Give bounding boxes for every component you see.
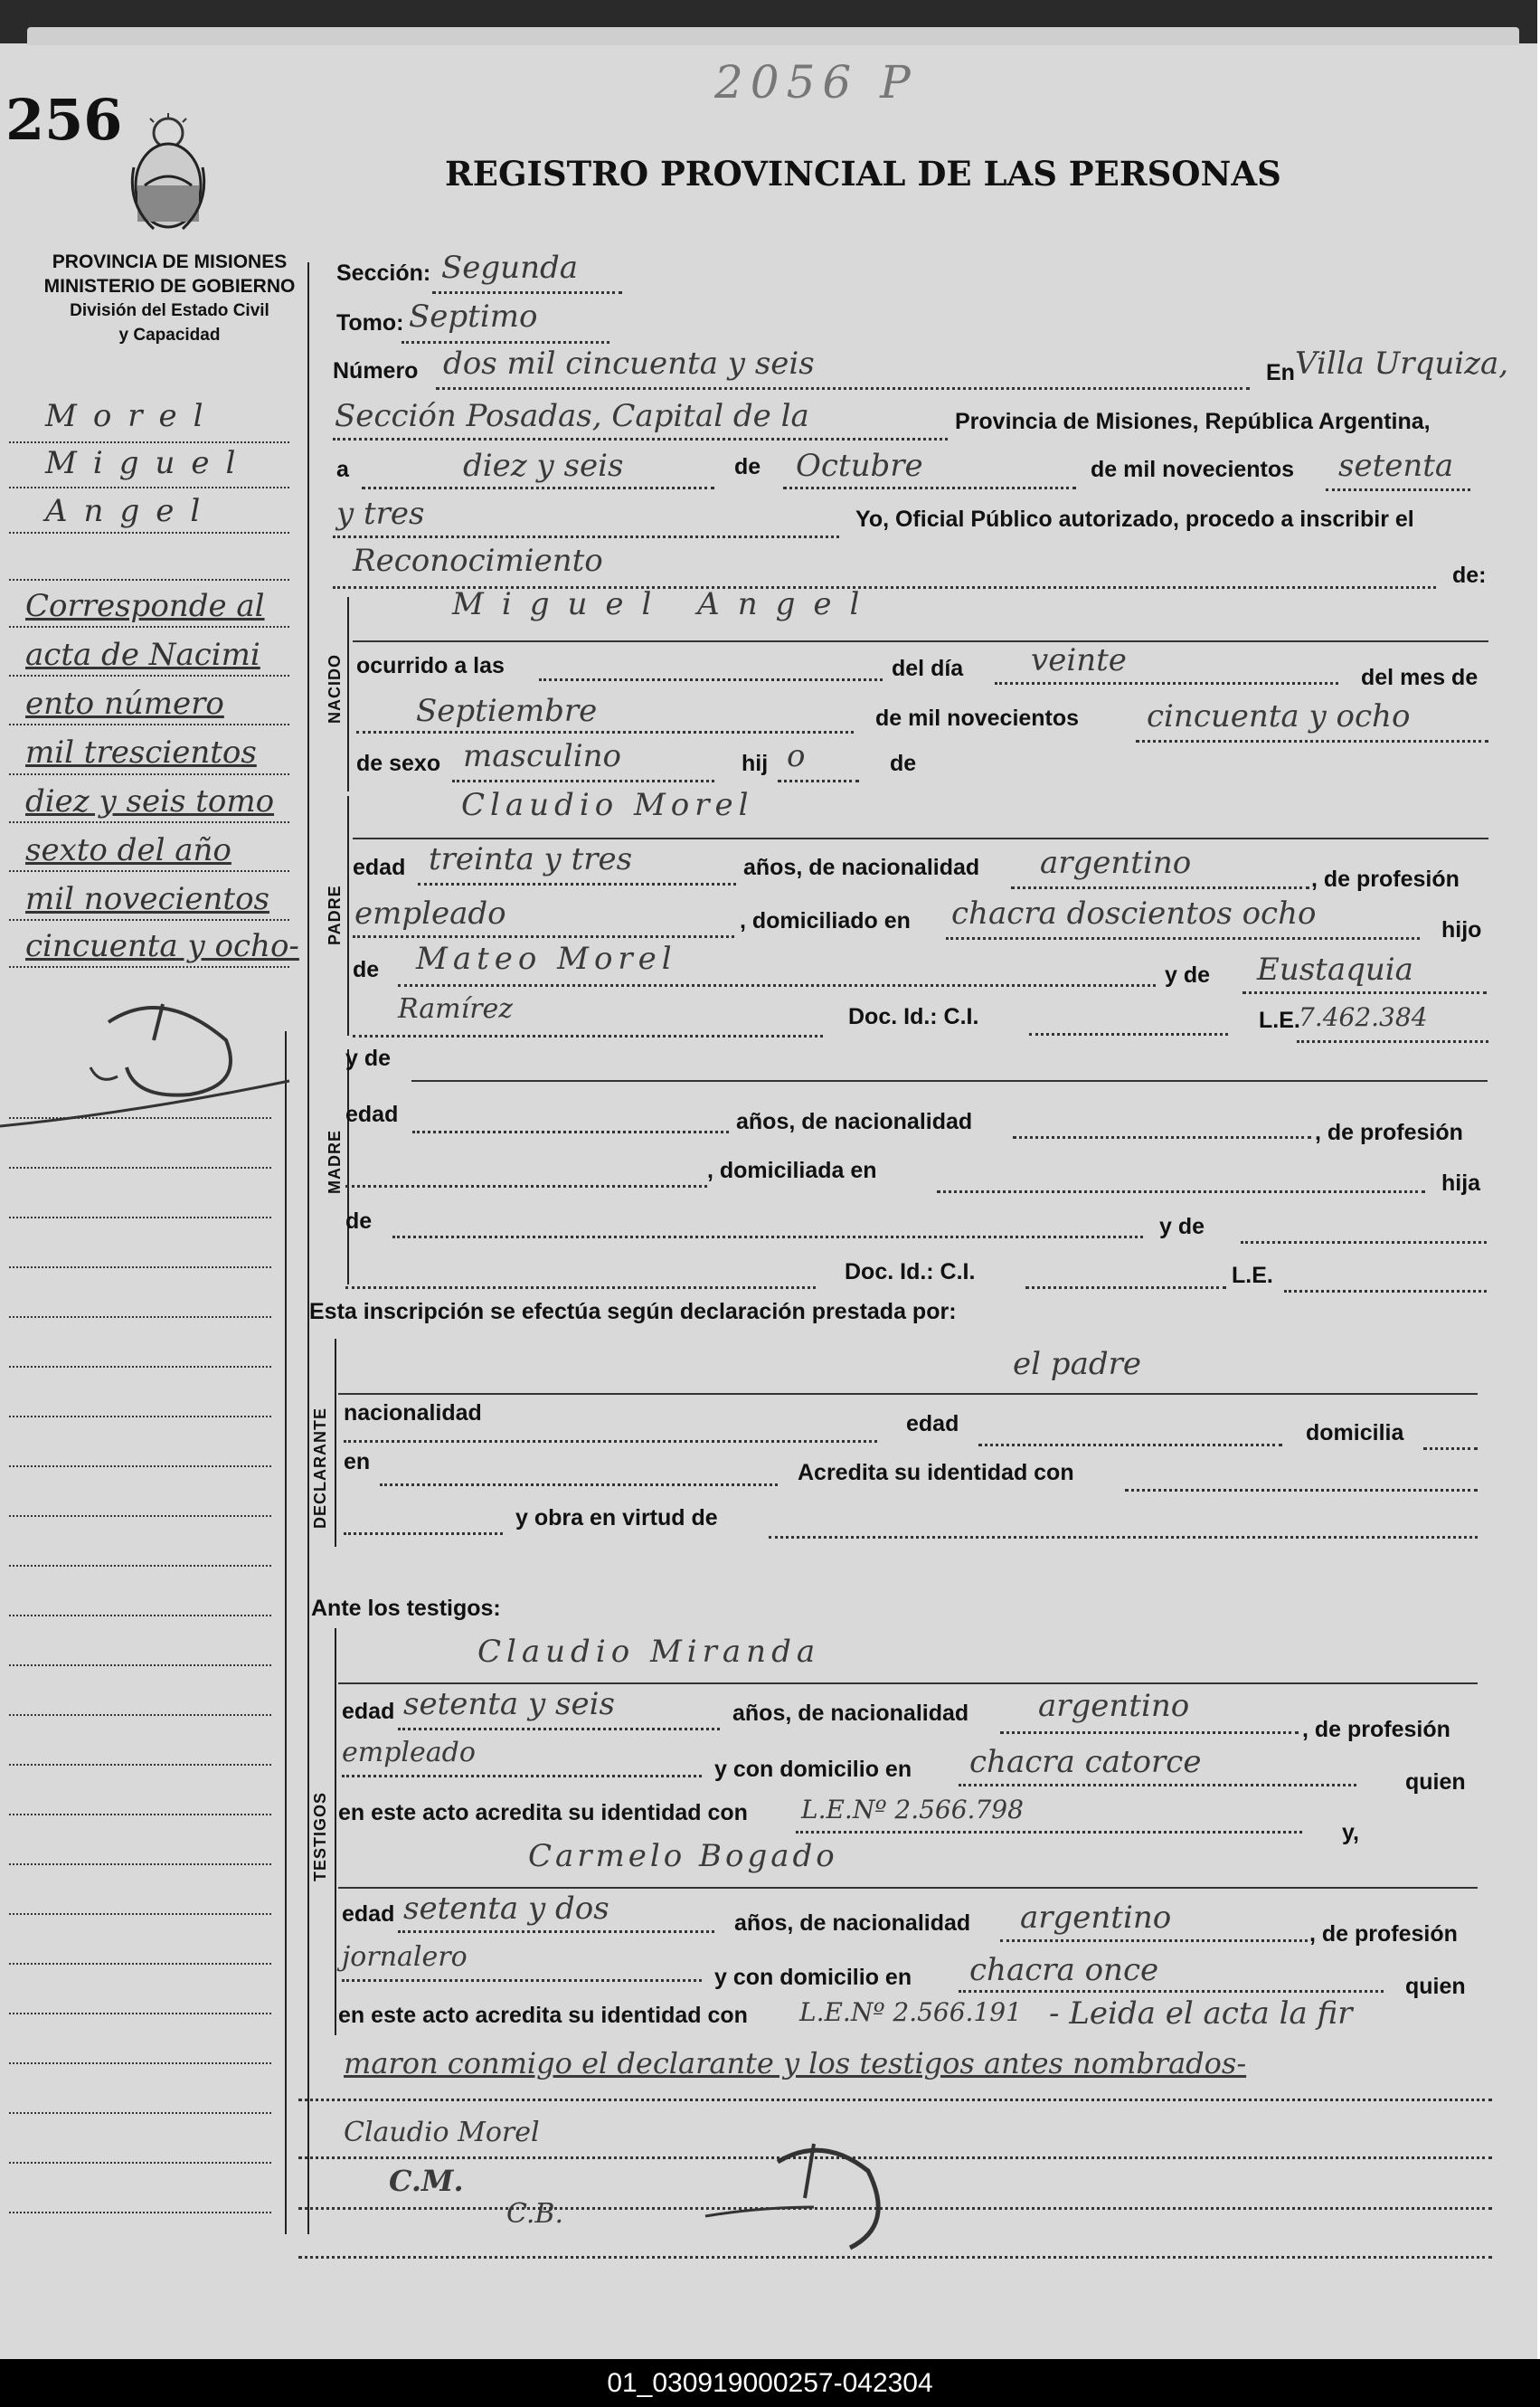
madre-edad-label: edad	[345, 1102, 399, 1127]
de-colon-label: de:	[1452, 563, 1487, 588]
acto-value: Reconocimiento	[353, 543, 603, 579]
t1-edad-value: setenta y seis	[403, 1686, 615, 1722]
t2-edad-label: edad	[342, 1901, 395, 1927]
testigos-label: TESTIGOS	[311, 1791, 329, 1881]
padre-label: PADRE	[326, 885, 344, 945]
padre-dom-label: , domiciliado en	[740, 908, 911, 933]
declarante-bracket	[335, 1339, 336, 1547]
t1-prof-value: empleado	[342, 1737, 476, 1768]
footer-id: 01_030919000257-042304	[0, 2359, 1540, 2407]
padre-le-value: 7.462.384	[1299, 1002, 1428, 1032]
padre-anios-label: años, de nacionalidad	[743, 855, 980, 880]
nacido-label: NACIDO	[326, 654, 344, 724]
t1-nombre: Claudio Miranda	[477, 1634, 821, 1670]
padre-edad-value: treinta y tres	[429, 841, 633, 877]
t1-edad-label: edad	[342, 1699, 395, 1724]
t2-nombre: Carmelo Bogado	[528, 1838, 838, 1874]
t1-prof-label: , de profesión	[1302, 1717, 1450, 1742]
padre-nac-value: argentino	[1040, 845, 1192, 881]
madre-anios-label: años, de nacionalidad	[736, 1109, 973, 1134]
nac-mes-value: Septiembre	[416, 693, 598, 729]
t2-prof-value: jornalero	[342, 1941, 468, 1973]
de-label-3: de	[890, 751, 917, 776]
t2-doc-value: L.E.Nº 2.566.191	[799, 1997, 1022, 2027]
madre-prof-label: , de profesión	[1315, 1120, 1463, 1145]
page-top-edge	[0, 0, 1537, 43]
coat-of-arms-icon	[127, 113, 210, 235]
padre-doc-label: Doc. Id.: C.I.	[848, 1004, 979, 1029]
madre-yde-label: y de	[1159, 1214, 1205, 1239]
t1-quien-label: quien	[1405, 1769, 1466, 1795]
decl-acredita-label: Acredita su identidad con	[798, 1460, 1074, 1485]
margin-name-surname: Morel	[45, 398, 220, 434]
margin-note-7: mil novecientos	[25, 881, 270, 917]
sexo-value: masculino	[463, 738, 622, 774]
nac-novecientos-label: de mil novecientos	[875, 706, 1080, 731]
seccion-loc-value: Sección Posadas, Capital de la	[335, 398, 809, 434]
anio-value: setenta	[1338, 448, 1454, 484]
padre-de-value: Mateo Morel	[416, 941, 677, 977]
hij-label: hij	[742, 751, 769, 776]
margin-note-2: acta de Nacimi	[25, 637, 260, 673]
t2-prof-label: , de profesión	[1309, 1921, 1458, 1947]
t2-acredita-label: en este acto acredita su identidad con	[338, 2003, 748, 2028]
margin-name-first: Miguel	[45, 445, 252, 481]
page-number: 256	[5, 87, 123, 153]
a-label: a	[336, 457, 349, 482]
org-capacity: y Capacidad	[118, 326, 221, 345]
sexo-label: de sexo	[356, 751, 441, 776]
hij-suffix: o	[787, 738, 806, 774]
mes-value: Octubre	[796, 448, 923, 484]
seccion-value: Segunda	[441, 250, 579, 286]
nac-anio-value: cincuenta y ocho	[1147, 698, 1411, 734]
madre-doc-label: Doc. Id.: C.I.	[845, 1259, 976, 1284]
firma-testigo1: C.M.	[389, 2164, 464, 2198]
padre-bracket	[347, 796, 349, 1036]
margin-note-4: mil trescientos	[25, 734, 257, 771]
madre-label: MADRE	[326, 1130, 344, 1194]
madre-bracket	[347, 1049, 349, 1284]
de-label: de	[734, 454, 761, 479]
t1-anios-label: años, de nacionalidad	[732, 1701, 969, 1726]
t2-nac-value: argentino	[1020, 1900, 1172, 1936]
margin-divider	[307, 262, 309, 2234]
tomo-value: Septimo	[409, 299, 538, 335]
anio2-value: y tres	[336, 496, 425, 532]
top-note: 2056 P	[714, 56, 918, 109]
seccion-label: Sección:	[336, 261, 431, 286]
org-division: División del Estado Civil	[70, 301, 269, 320]
decl-nac-label: nacionalidad	[344, 1400, 482, 1426]
nac-dia-value: veinte	[1031, 642, 1127, 678]
del-dia-label: del día	[892, 656, 964, 681]
decl-domicilia-label: domicilia	[1306, 1420, 1404, 1445]
decl-edad-label: edad	[906, 1411, 959, 1436]
padre-prof-value: empleado	[354, 896, 506, 932]
provincia-text: Provincia de Misiones, República Argentina,	[955, 409, 1431, 434]
margin-note-1: Corresponde al	[25, 588, 265, 624]
org-block	[27, 250, 312, 347]
margin-note-8: cincuenta y ocho-	[25, 928, 299, 964]
t2-anios-label: años, de nacionalidad	[734, 1910, 971, 1936]
t1-acredita-label: en este acto acredita su identidad con	[338, 1800, 748, 1825]
firma-padre: Claudio Morel	[344, 2117, 540, 2148]
margin-divider-2	[285, 1031, 287, 2234]
t2-edad-value: setenta y dos	[403, 1891, 609, 1927]
org-ministry: MINISTERIO DE GOBIERNO	[43, 276, 296, 297]
padre-edad-label: edad	[353, 855, 406, 880]
madre-y-de-label: y de	[345, 1046, 392, 1071]
testigos-bracket	[335, 1628, 336, 2035]
numero-label: Número	[333, 358, 419, 384]
oficial-signature-icon	[687, 2117, 922, 2252]
margin-note-5: diez y seis tomo	[25, 783, 275, 820]
padre-hijo-label: hijo	[1441, 917, 1482, 943]
padre-y-de-value: Eustaquia	[1257, 952, 1413, 988]
t2-quien-label: quien	[1405, 1974, 1466, 1999]
org-province: PROVINCIA DE MISIONES	[52, 251, 288, 272]
decl-obra-label: y obra en virtud de	[515, 1505, 718, 1530]
ocurrido-label: ocurrido a las	[356, 653, 505, 678]
t1-dom-value: chacra catorce	[969, 1744, 1202, 1780]
dia-value: diez y seis	[463, 448, 624, 484]
padre-prof-label: , de profesión	[1311, 867, 1460, 892]
t1-nac-value: argentino	[1038, 1688, 1190, 1724]
margin-note-3: ento número	[25, 686, 224, 722]
madre-hija-label: hija	[1441, 1170, 1481, 1196]
madre-le-label: L.E.	[1232, 1263, 1273, 1288]
madre-de-label: de	[345, 1208, 373, 1234]
t2-dom-value: chacra once	[969, 1952, 1159, 1988]
inscripcion-text: Esta inscripción se efectúa según declaración prestada por:	[309, 1299, 957, 1324]
declarante-value: el padre	[1013, 1346, 1141, 1382]
nacido-bracket	[347, 597, 349, 791]
padre-apellido-value: Ramírez	[398, 993, 514, 1025]
cierre-text: maron conmigo el declarante y los testigos antes nombrados-	[344, 2046, 1247, 2080]
t2-tail-value: - Leida el acta la fir	[1049, 1995, 1353, 2032]
madre-dom-label: , domiciliada en	[707, 1158, 877, 1183]
margin-name-second: Angel	[45, 493, 217, 529]
novecientos-label: de mil novecientos	[1091, 457, 1295, 482]
del-mes-label: del mes de	[1361, 665, 1479, 690]
t1-doc-value: L.E.Nº 2.566.798	[801, 1795, 1024, 1824]
ante-testigos-text: Ante los testigos:	[311, 1596, 501, 1621]
numero-value: dos mil cincuenta y seis	[443, 346, 815, 382]
registry-title: REGISTRO PROVINCIAL DE LAS PERSONAS	[445, 154, 1281, 194]
t2-dom-label: y con domicilio en	[714, 1965, 912, 1990]
decl-en-label: en	[344, 1449, 371, 1474]
en-label: En	[1266, 360, 1295, 385]
padre-dom-value: chacra doscientos ocho	[951, 896, 1317, 932]
padre-nombre: Claudio Morel	[461, 787, 754, 823]
padre-y-de-label: y de	[1165, 962, 1211, 988]
margin-note-6: sexto del año	[25, 832, 231, 868]
firma-testigo2: C.B.	[506, 2198, 564, 2230]
padre-le-label: L.E.	[1259, 1008, 1300, 1033]
yo-oficial-text: Yo, Oficial Público autorizado, procedo a inscribir el	[855, 507, 1414, 532]
declarante-label: DECLARANTE	[311, 1407, 329, 1529]
margin-signature-icon	[0, 986, 298, 1149]
padre-de-label: de	[353, 957, 380, 982]
nacido-nombre: Miguel Angel	[452, 586, 878, 622]
en-value: Villa Urquiza,	[1295, 346, 1509, 382]
t1-dom-label: y con domicilio en	[714, 1757, 912, 1782]
t1-y-label: y,	[1342, 1820, 1359, 1845]
tomo-label: Tomo:	[336, 310, 404, 336]
